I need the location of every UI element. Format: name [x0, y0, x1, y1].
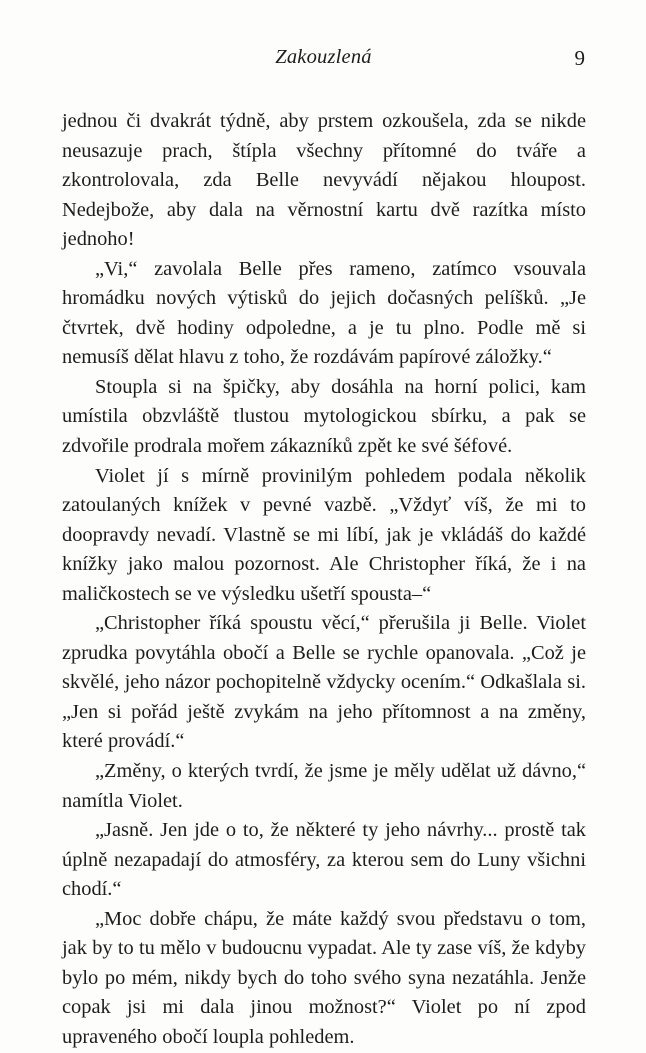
- paragraph: Stoupla si na špičky, aby dosáhla na horní polici, kam umístila obzvláště tlustou mytologickou sbírku, a pak se zdvořile prodrala mořem zákazníků zpět ke své šéfové.: [62, 375, 586, 458]
- book-title: Zakouzlená: [275, 46, 372, 68]
- paragraph: „Vi,“ zavolala Belle přes rameno, zatímco vsouvala hromádku nových výtisků do jejich dočasných pelíšků. „Je čtvrtek, dvě hodiny odpoledne, a je tu plno. Podle mě si nemusíš dělat hlavu z toho, že rozdávám papírové záložky.“: [62, 257, 586, 369]
- paragraph: jednou či dvakrát týdně, aby prstem ozkoušela, zda se nikde neusazuje prach, štípla všechny přítomné do tváře a zkontrolovala, zda Belle nevyvádí nějakou hloupost. Nedejbože, aby dala na věrnostní kartu dvě razítka místo jednoho!: [62, 110, 586, 251]
- page-number: 9: [574, 46, 585, 70]
- paragraph: „Christopher říká spoustu věcí,“ přerušila ji Belle. Violet zprudka povytáhla obočí a Belle se rychle opanovala. „Což je skvělé, jeho názor pochopitelně vždycky ocením.“ Odkašlala si. „Jen si pořád ještě zvykám na jeho přítomnost a na změny, které provádí.“: [62, 612, 586, 753]
- running-head: [62, 46, 585, 74]
- paragraph: Violet jí s mírně provinilým pohledem podala několik zatoulaných knížek v pevné vazbě. „Vždyť víš, že mi to doopravdy nevadí. Vlastně se mi líbí, jak je vkládáš do každé knížky jako malou pozornost. Ale Christopher říká, že i na maličkostech se ve výsledku ušetří spousta–“: [62, 464, 586, 605]
- paragraph: „Změny, o kterých tvrdí, že jsme je měly udělat už dávno,“ namítla Violet.: [62, 760, 586, 812]
- body-text: [62, 107, 586, 1053]
- paragraph: „Jasně. Jen jde o to, že některé ty jeho návrhy... prostě tak úplně nezapadají do atmosféry, za kterou sem do Luny všichni chodí.“: [62, 819, 586, 901]
- paragraph: „Moc dobře chápu, že máte každý svou představu o tom, jak by to tu mělo v budoucnu vypadat. Ale ty zase víš, že kdyby bylo po mém, nikdy bych do toho svého syna nezatáhla. Jenže copak jsi mi dala jinou možnost?“ Violet po ní zpod upraveného obočí loupla pohledem.: [62, 907, 586, 1048]
